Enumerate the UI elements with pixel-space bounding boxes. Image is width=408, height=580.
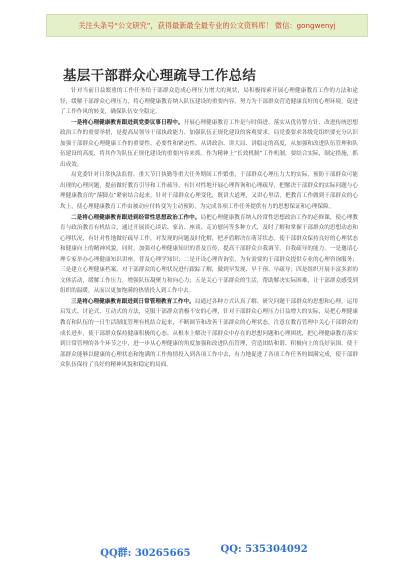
paragraph-text: 局通过各种方式认真了解、研究问题干部群众的思想和心理，运用启发式、讨论式、互动式的方法，克服干部群众消极不安的心理，针对干部群众心理压力日益增大的实际，局把心理健康教育和队伍的一日生活制度管理有机结合起来，不断调节和改善干部群众的心理状态，注意在教育管理中关心干部群众的成长进步，使干部群众保持健康积极的心态。从根本上解决干部群众中存在的思想问题和心理困扰，把心理健康教育落实到日常管理的各个环节之中，进一步从心理健康的角度加强和改进队伍管理，营造团结和谐、积极向上的良好氛围，使干部群众能够以健康的心理状态和饱满的工作热情投入到各项工作中去，有力地促进了各项工作任务的圆满完成，使干部群众队伍保持了良好的精神风貌和稳定的局面。 [60,298,358,369]
document-body [60,86,358,526]
paragraph [60,297,358,371]
document-title: 基层干部群众心理疏导工作总结 [63,68,257,84]
paragraph-text: 针对当前日益繁重的工作任务给干部群众造成心理压力增大的现状，局积极探索开展心理健康教育工作的方法和途径，缓解干部群众心理压力，将心理健康教育纳入队伍建设的重要内容，努力为干部群众营造健康良好的心理环境，促进了工作作风的转变，确保队伍安全稳定。 [60,88,358,116]
paragraph-text: 开展心理健康教育工作是与时俱进、落实从优待警方针、改进传统思想政治工作的重要举措，是提高局领导干部执政能力、加强队伍正规化建设的客观要求。局党委要求各级党组织要充分认识加强干部群众心理健康工作的重要性、必要性和紧迫性，从讲政治、讲大局、讲稳定的高度，从加强和改进队伍管理和队伍建设的高度，将其作为队伍正规化建设的重要内容来抓。作为精神上“长效机制”工作机制，要结合实际，制定措施，抓出成效。 [60,119,358,168]
paragraph-lead: 一是将心理健康教育跟进到党委议事日程中。 [71,119,184,126]
paragraph [60,170,358,212]
contact-footer [0,544,408,559]
paragraph-text: 局党委针对日常执法监督、重大节日执勤等重大任务期间工作繁重，干部群众心理压力大的实际，预防干部群众可能出现的心理问题，提前做好教育引导和工作疏导，有针对性地开展心理咨询和心理疏导，把解决干部群众的实际问题与心理健康教育的“落脚点”紧密结合起来，针对干部群众心理变化，既讲大道理，又讲心里话，把教育工作做到干部群众的心坎上，使心理健康教育工作由被动应付转变为主动预防，为完成各项工作任务提供有力的思想保证和心理保障。 [60,172,358,211]
paragraph-text: 局把心理健康教育纳入经常性思想政治工作的必修课，使心理教育与政治教育有机结合，通过开展谈心谈话、家访、座谈、走访慰问等多种方式，及时了解和掌握干部群众的思想动态和心理状况，有针对性地做好疏导工作，对发现的问题及时化解，把矛盾解决在萌芽状态。使干部群众保持良好的心理状态和健康向上的精神风貌。同时，加强对心理健康知识的普及宣传，提高干部群众自我调节、自我疏导的能力。一是邀请心理专家举办心理健康知识讲座，普及心理学知识；二是开设心理咨询室，为有需要的干部群众提供专业的心理咨询服务；三是建立心理健康档案，对干部群众的心理状况进行跟踪了解，做到早发现、早干预、早疏导；四是组织开展丰富多彩的文体活动，缓解工作压力，增强队伍凝聚力和向心力；五是关心干部群众的生活，帮助解决实际困难，让干部群众感受到组织的温暖，从而以更加饱满的热情投入到工作中去。 [60,214,358,295]
qq-group-number: QQ群: 30265665 [100,548,191,559]
promo-banner-text: 关注头条号“公文研究”，获得最新最全最专业的公文资料库！ 微信：gongwenyj [78,20,336,30]
paragraph [60,86,358,118]
paragraph-lead: 三是将心理健康教育跟进到日常管理教育工作中。 [71,298,195,305]
qq-contact-number: QQ: 535304092 [220,544,308,555]
promo-banner [46,14,368,37]
paragraph [60,213,358,297]
paragraph [60,118,358,171]
paragraph-lead: 二是将心理健康教育跟进到经常性思想政治工作中。 [71,214,201,221]
